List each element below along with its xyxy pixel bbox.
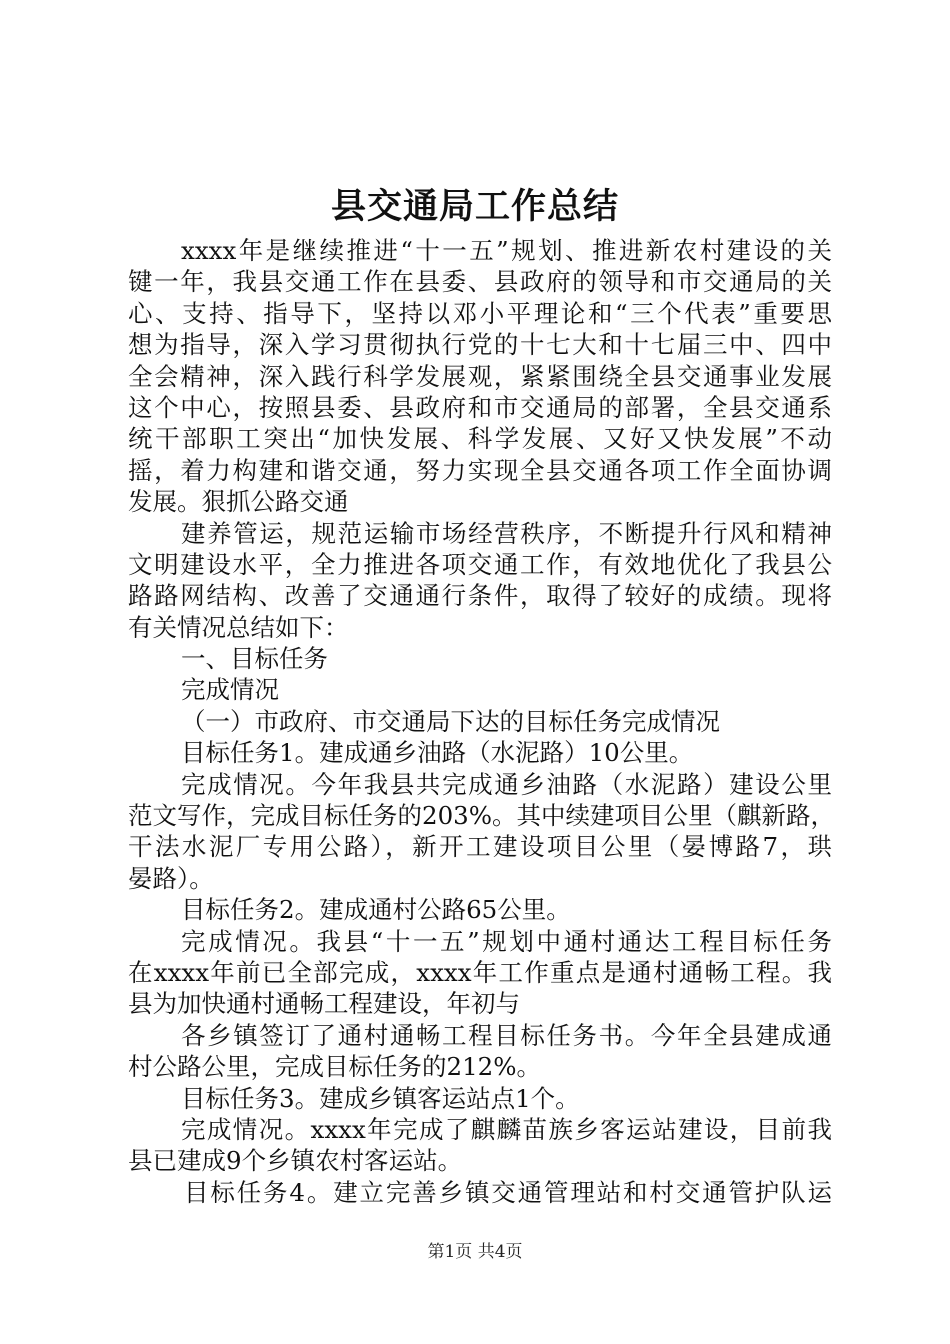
body-line: 文明建设水平，全力推进各项交通工作，有效地优化了我县公: [128, 549, 832, 579]
body-line: 范文写作，完成目标任务的203%。其中续建项目公里（麒新路，: [128, 801, 836, 831]
body-line: 摇，着力构建和谐交通，努力实现全县交通各项工作全面协调: [128, 455, 832, 485]
body-line: 完成情况。我县“十一五”规划中通村通达工程目标任务: [181, 926, 832, 956]
body-line: 键一年，我县交通工作在县委、县政府的领导和市交通局的关: [128, 267, 832, 297]
body-line: 县已建成9个乡镇农村客运站。: [128, 1146, 463, 1176]
document-title: 县交通局工作总结: [330, 186, 619, 227]
body-line: 目标任务1。建成通乡油路（水泥路）10公里。: [181, 738, 694, 768]
body-line: 村公路公里，完成目标任务的212%。: [128, 1052, 542, 1082]
body-line: 完成情况。xxxx年完成了麒麟苗族乡客运站建设，目前我: [181, 1114, 832, 1144]
body-line: 县为加快通村通畅工程建设，年初与: [128, 989, 520, 1019]
body-line: 心、支持、指导下，坚持以邓小平理论和“三个代表”重要思: [128, 298, 832, 328]
page-footer: 第1页 共4页: [427, 1242, 523, 1262]
body-line: 建养管运，规范运输市场经营秩序，不断提升行风和精神: [181, 518, 832, 548]
body-line: 路路网结构、改善了交通通行条件，取得了较好的成绩。现将: [128, 581, 832, 611]
body-line: 这个中心，按照县委、县政府和市交通局的部署，全县交通系: [128, 392, 832, 422]
body-line: 目标任务3。建成乡镇客运站点1个。: [181, 1083, 580, 1113]
body-line: 完成情况。今年我县共完成通乡油路（水泥路）建设公里: [181, 769, 832, 799]
body-line: 想为指导，深入学习贯彻执行党的十七大和十七届三中、四中: [128, 330, 832, 360]
body-line: 统干部职工突出“加快发展、科学发展、又好又快发展”不动: [128, 424, 832, 454]
document-body: [128, 235, 836, 1208]
subsection-heading: （一）市政府、市交通局下达的目标任务完成情况: [181, 706, 720, 736]
body-line: 在xxxx年前已全部完成，xxxx年工作重点是通村通畅工程。我: [128, 957, 832, 987]
body-line: xxxx年是继续推进“十一五”规划、推进新农村建设的关: [181, 236, 832, 265]
body-line: 全会精神，深入践行科学发展观，紧紧围绕全县交通事业发展: [128, 361, 832, 391]
body-line: 目标任务2。建成通村公路65公里。: [181, 895, 571, 925]
body-line: 有关情况总结如下：: [128, 612, 349, 642]
body-line: 干法水泥厂专用公路），新开工建设项目公里（晏博路7，珙: [128, 832, 832, 862]
section-heading: 一、目标任务: [181, 644, 328, 674]
body-line: 各乡镇签订了通村通畅工程目标任务书。今年全县建成通: [181, 1020, 832, 1050]
body-line: 目标任务4。建立完善乡镇交通管理站和村交通管护队运: [184, 1177, 832, 1207]
section-heading: 完成情况: [181, 675, 279, 705]
body-line: 发展。狠抓公路交通: [128, 487, 349, 517]
body-line: 晏路）。: [128, 863, 214, 893]
